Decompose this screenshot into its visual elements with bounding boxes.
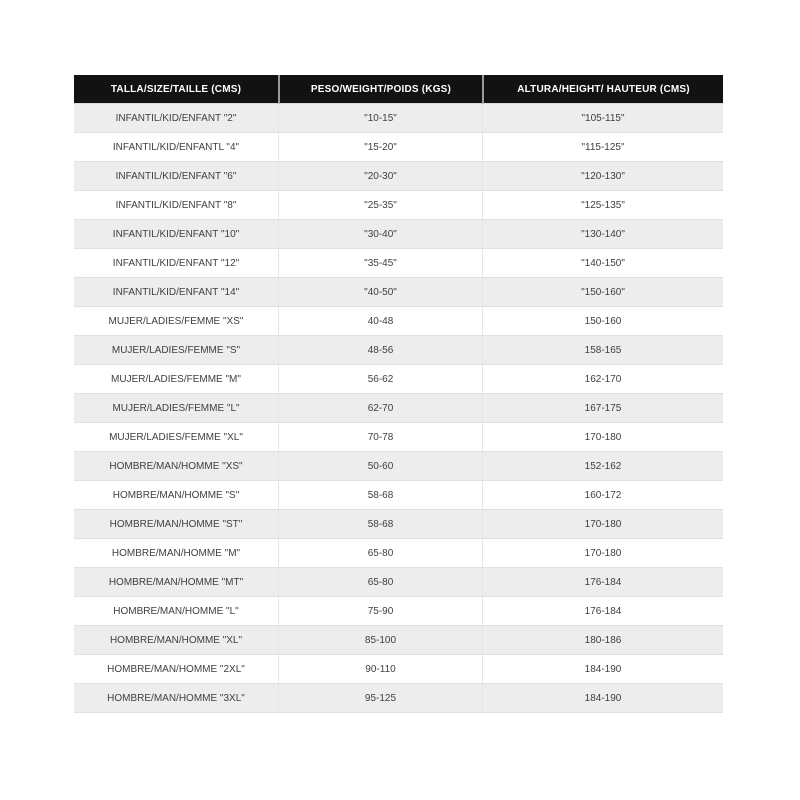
table-header (74, 75, 723, 104)
table-cell: "120-130" (482, 162, 723, 191)
table-row (74, 423, 723, 452)
table-cell: 40-48 (278, 307, 482, 336)
table-cell: 58-68 (278, 481, 482, 510)
table-row (74, 220, 723, 249)
table-cell: 150-160 (482, 307, 723, 336)
table-row (74, 510, 723, 539)
table-cell: 65-80 (278, 539, 482, 568)
table-cell: INFANTIL/KID/ENFANT "10" (74, 220, 278, 249)
table-cell: 176-184 (482, 568, 723, 597)
table-cell: 176-184 (482, 597, 723, 626)
table-cell: HOMBRE/MAN/HOMME "L" (74, 597, 278, 626)
table-cell: 56-62 (278, 365, 482, 394)
table-row (74, 394, 723, 423)
table-body (74, 104, 723, 713)
table-cell: "115-125" (482, 133, 723, 162)
table-row (74, 597, 723, 626)
table-cell: MUJER/LADIES/FEMME "XS" (74, 307, 278, 336)
table-cell: HOMBRE/MAN/HOMME "MT" (74, 568, 278, 597)
table-cell: INFANTIL/KID/ENFANT "2" (74, 104, 278, 133)
table-cell: "40-50" (278, 278, 482, 307)
column-header-1: PESO/WEIGHT/POIDS (KGS) (278, 75, 482, 104)
size-chart-table (74, 75, 723, 713)
table-cell: "130-140" (482, 220, 723, 249)
table-row (74, 249, 723, 278)
column-header-0: TALLA/SIZE/TAILLE (CMS) (74, 75, 278, 104)
table-row (74, 104, 723, 133)
table-row (74, 481, 723, 510)
table-row (74, 191, 723, 220)
table-row (74, 162, 723, 191)
table-cell: 75-90 (278, 597, 482, 626)
table-cell: MUJER/LADIES/FEMME "S" (74, 336, 278, 365)
table-row (74, 539, 723, 568)
table-cell: 158-165 (482, 336, 723, 365)
table-row (74, 452, 723, 481)
table-cell: "15-20" (278, 133, 482, 162)
table-cell: 170-180 (482, 423, 723, 452)
table-cell: 170-180 (482, 510, 723, 539)
table-cell: 50-60 (278, 452, 482, 481)
table-cell: MUJER/LADIES/FEMME "XL" (74, 423, 278, 452)
table-cell: INFANTIL/KID/ENFANT "8" (74, 191, 278, 220)
table-cell: 162-170 (482, 365, 723, 394)
table-cell: 95-125 (278, 684, 482, 713)
table-row (74, 336, 723, 365)
table-cell: 160-172 (482, 481, 723, 510)
table-cell: "125-135" (482, 191, 723, 220)
table-cell: INFANTIL/KID/ENFANT "14" (74, 278, 278, 307)
table-row (74, 626, 723, 655)
table-cell: INFANTIL/KID/ENFANT "12" (74, 249, 278, 278)
table-cell: MUJER/LADIES/FEMME "L" (74, 394, 278, 423)
table-cell: "105-115" (482, 104, 723, 133)
table-cell: "150-160" (482, 278, 723, 307)
table-row (74, 568, 723, 597)
table-cell: 170-180 (482, 539, 723, 568)
table-cell: 65-80 (278, 568, 482, 597)
column-header-2: ALTURA/HEIGHT/ HAUTEUR (CMS) (482, 75, 723, 104)
table-cell: 62-70 (278, 394, 482, 423)
table-cell: "35-45" (278, 249, 482, 278)
table-cell: HOMBRE/MAN/HOMME "XS" (74, 452, 278, 481)
table-cell: INFANTIL/KID/ENFANT "6" (74, 162, 278, 191)
table-cell: 184-190 (482, 655, 723, 684)
table-cell: "20-30" (278, 162, 482, 191)
table-cell: HOMBRE/MAN/HOMME "3XL" (74, 684, 278, 713)
table-cell: 180-186 (482, 626, 723, 655)
table-header-row (74, 75, 723, 104)
table-cell: "140-150" (482, 249, 723, 278)
table-cell: 48-56 (278, 336, 482, 365)
table-cell: "10-15" (278, 104, 482, 133)
table-row (74, 307, 723, 336)
table-cell: HOMBRE/MAN/HOMME "ST" (74, 510, 278, 539)
table-cell: HOMBRE/MAN/HOMME "XL" (74, 626, 278, 655)
table-row (74, 655, 723, 684)
table-cell: 184-190 (482, 684, 723, 713)
table-cell: 58-68 (278, 510, 482, 539)
table-cell: 152-162 (482, 452, 723, 481)
table-cell: "30-40" (278, 220, 482, 249)
table-cell: 90-110 (278, 655, 482, 684)
table-cell: INFANTIL/KID/ENFANTL "4" (74, 133, 278, 162)
table-cell: "25-35" (278, 191, 482, 220)
table-row (74, 684, 723, 713)
table-row (74, 133, 723, 162)
table-cell: 70-78 (278, 423, 482, 452)
table-cell: MUJER/LADIES/FEMME "M" (74, 365, 278, 394)
table-cell: HOMBRE/MAN/HOMME "2XL" (74, 655, 278, 684)
table-row (74, 278, 723, 307)
table-cell: 85-100 (278, 626, 482, 655)
table-row (74, 365, 723, 394)
table-cell: HOMBRE/MAN/HOMME "M" (74, 539, 278, 568)
table-cell: HOMBRE/MAN/HOMME "S" (74, 481, 278, 510)
table-cell: 167-175 (482, 394, 723, 423)
